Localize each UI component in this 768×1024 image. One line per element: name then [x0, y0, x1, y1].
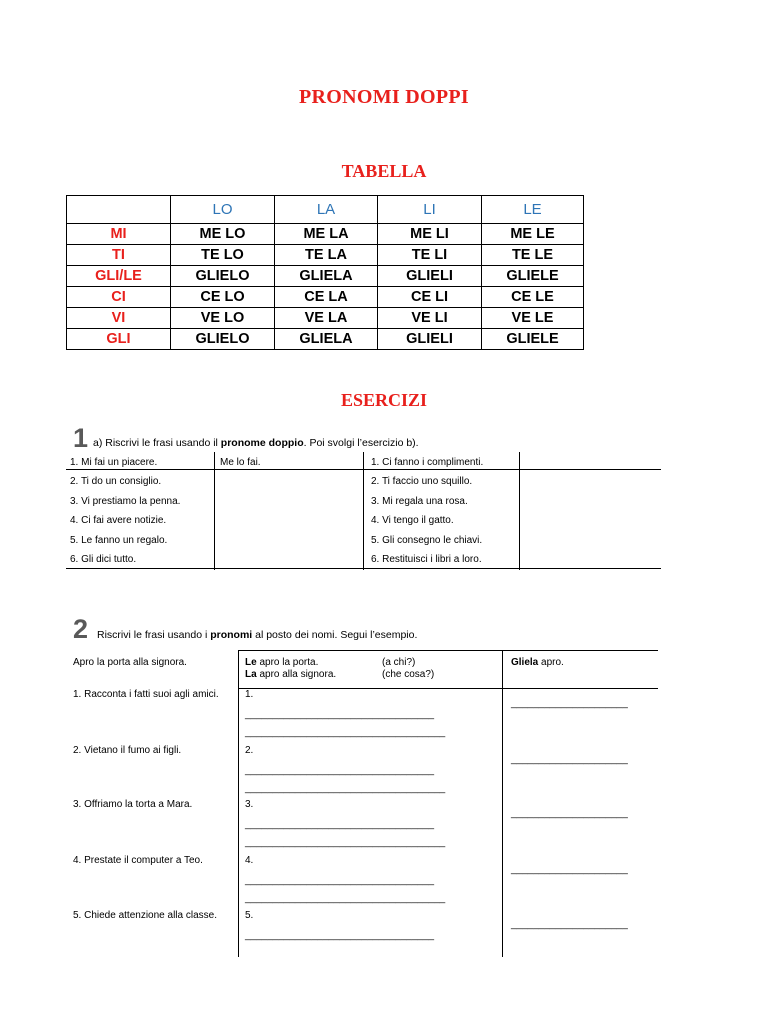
row-header: CI	[67, 287, 171, 308]
exercise-sentence: 4. Vi tengo il gatto.	[371, 515, 454, 526]
table-cell: VE LI	[378, 308, 482, 329]
table-cell: VE LA	[275, 308, 378, 329]
col-header: LO	[171, 196, 275, 224]
table-cell: CE LI	[378, 287, 482, 308]
table-cell: VE LO	[171, 308, 275, 329]
exercise-sentence: 1. Racconta i fatti suoi agli amici.	[73, 689, 219, 700]
answer-line[interactable]: ____________________________________	[245, 727, 446, 738]
exercise-answer[interactable]: Me lo fai.	[220, 457, 261, 468]
page-title: PRONOMI DOPPI	[299, 86, 469, 108]
table-cell: CE LE	[482, 287, 584, 308]
exercise-sentence: 5. Le fanno un regalo.	[70, 535, 168, 546]
table-row	[67, 266, 584, 287]
example-bold: Gliela	[511, 657, 539, 668]
exercise-row	[66, 530, 661, 549]
exercise-sentence: 2. Ti do un consiglio.	[70, 476, 162, 487]
row-header: VI	[67, 308, 171, 329]
answer-line[interactable]: __________________________________	[245, 709, 435, 720]
table-cell: CE LA	[275, 287, 378, 308]
exercise-1-number: 1	[73, 423, 89, 453]
example-question: (a chi?)	[382, 657, 416, 668]
exercise-sentence: 3. Offriamo la torta a Mara.	[73, 799, 193, 810]
exercises-heading: ESERCIZI	[340, 390, 428, 410]
table-cell: GLIELI	[378, 329, 482, 350]
row-header: GLI/LE	[67, 266, 171, 287]
instr-bold: pronome doppio	[220, 437, 304, 449]
table-cell: GLIELE	[482, 266, 584, 287]
row-divider	[238, 650, 658, 651]
table-heading: TABELLA	[341, 161, 427, 181]
answer-number: 3.	[245, 799, 254, 810]
table-cell: TE LO	[171, 245, 275, 266]
exercise-sentence: 1. Mi fai un piacere.	[70, 457, 158, 468]
instr-text: . Poi svolgi l’esercizio b).	[303, 437, 419, 449]
answer-line[interactable]: __________________________________	[245, 819, 435, 830]
example-line-1	[245, 657, 318, 669]
table-cell: VE LE	[482, 308, 584, 329]
table-cell: GLIELI	[378, 266, 482, 287]
pronoun-table-header	[67, 196, 584, 224]
answer-number: 4.	[245, 855, 254, 866]
table-cell: ME LO	[171, 224, 275, 245]
answer-line[interactable]: __________________________________	[245, 765, 435, 776]
table-cell: GLIELE	[482, 329, 584, 350]
exercise-sentence: 4. Prestate il computer a Teo.	[73, 855, 203, 866]
table-cell: ME LI	[378, 224, 482, 245]
example-line-2	[245, 669, 336, 681]
table-cell: TE LI	[378, 245, 482, 266]
instr-text: Riscrivi le frasi usando i	[97, 629, 211, 641]
example-text: apro alla signora.	[256, 669, 337, 680]
exercise-sentence: 5. Chiede attenzione alla classe.	[73, 910, 217, 921]
answer-line[interactable]: ____________________________________	[245, 837, 446, 848]
answer-number: 1.	[245, 689, 254, 700]
exercise-sentence: 3. Vi prestiamo la penna.	[70, 496, 181, 507]
exercise-row	[66, 452, 661, 471]
answer-line[interactable]: _____________________	[511, 864, 628, 875]
table-cell: ME LA	[275, 224, 378, 245]
table-row	[67, 245, 584, 266]
table-cell: GLIELA	[275, 266, 378, 287]
col-header: LE	[482, 196, 584, 224]
exercise-sentence: 5. Gli consegno le chiavi.	[371, 535, 483, 546]
col-header: LA	[275, 196, 378, 224]
table-cell: GLIELO	[171, 266, 275, 287]
table-row	[67, 224, 584, 245]
col-header: LI	[378, 196, 482, 224]
example-bold: Le	[245, 657, 257, 668]
exercise-row	[66, 471, 661, 490]
table-cell: CE LO	[171, 287, 275, 308]
table-row	[67, 308, 584, 329]
instr-text: a) Riscrivi le frasi usando il	[93, 437, 221, 449]
answer-line[interactable]: ____________________________________	[245, 783, 446, 794]
example-answer	[511, 657, 564, 669]
exercise-sentence: 1. Ci fanno i complimenti.	[371, 457, 484, 468]
exercise-1-grid	[66, 452, 661, 570]
answer-line[interactable]: ____________________________________	[245, 893, 446, 904]
answer-line[interactable]: _____________________	[511, 698, 628, 709]
exercise-row	[66, 549, 661, 568]
answer-line[interactable]: __________________________________	[245, 875, 435, 886]
row-header: MI	[67, 224, 171, 245]
row-divider	[238, 688, 658, 689]
table-row	[67, 287, 584, 308]
answer-line[interactable]: __________________________________	[245, 930, 435, 941]
pronoun-table	[66, 195, 584, 350]
table-cell: GLIELO	[171, 329, 275, 350]
answer-number: 5.	[245, 910, 254, 921]
row-header: TI	[67, 245, 171, 266]
answer-line[interactable]: _____________________	[511, 808, 628, 819]
exercise-1-instructions	[93, 437, 419, 449]
example-text: apro.	[538, 657, 564, 668]
exercise-sentence: 6. Restituisci i libri a loro.	[371, 554, 482, 565]
exercise-row	[66, 491, 661, 510]
table-cell: TE LE	[482, 245, 584, 266]
exercise-sentence: 6. Gli dici tutto.	[70, 554, 137, 565]
column-divider	[238, 651, 239, 957]
instr-bold: pronomi	[210, 629, 253, 641]
answer-line[interactable]: _____________________	[511, 754, 628, 765]
row-header: GLI	[67, 329, 171, 350]
corner-cell	[67, 196, 171, 224]
exercise-row	[66, 510, 661, 529]
table-cell: TE LA	[275, 245, 378, 266]
exercise-sentence: 2. Vietano il fumo ai figli.	[73, 745, 182, 756]
table-cell: GLIELA	[275, 329, 378, 350]
column-divider	[502, 651, 503, 957]
exercise-sentence: 3. Mi regala una rosa.	[371, 496, 468, 507]
example-sentence: Apro la porta alla signora.	[73, 657, 187, 668]
exercise-2-instructions	[97, 629, 417, 641]
table-cell: ME LE	[482, 224, 584, 245]
example-question: (che cosa?)	[382, 669, 435, 680]
exercise-2-number: 2	[73, 614, 89, 644]
answer-line[interactable]: _____________________	[511, 919, 628, 930]
example-bold: La	[245, 669, 257, 680]
answer-number: 2.	[245, 745, 254, 756]
table-row	[67, 329, 584, 350]
exercise-sentence: 2. Ti faccio uno squillo.	[371, 476, 473, 487]
example-text: apro la porta.	[256, 657, 319, 668]
instr-text: al posto dei nomi. Segui l’esempio.	[252, 629, 418, 641]
exercise-sentence: 4. Ci fai avere notizie.	[70, 515, 167, 526]
